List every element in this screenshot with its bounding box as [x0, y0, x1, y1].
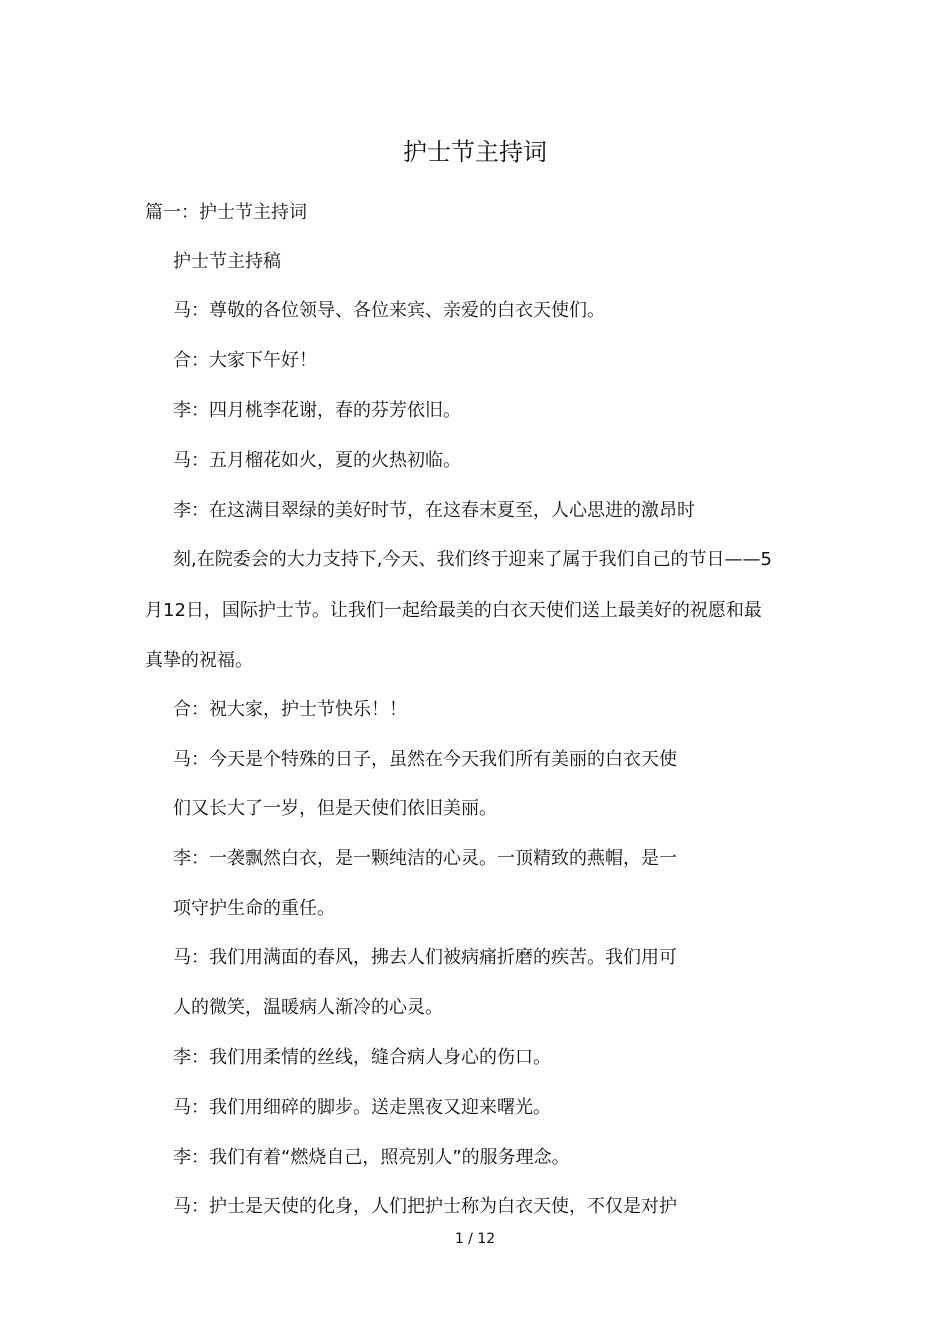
paragraph-line: 马：护士是天使的化身，人们把护士称为白衣天使，不仅是对护: [173, 1196, 677, 1217]
document-title: 护士节主持词: [403, 138, 547, 166]
section-heading: 篇一：护士节主持词: [145, 202, 307, 223]
paragraph-line: 护士节主持稿: [173, 251, 281, 272]
paragraph-line: 马：五月榴花如火，夏的火热初临。: [173, 450, 461, 471]
paragraph-line: 马：尊敬的各位领导、各位来宾、亲爱的白衣天使们。: [173, 300, 605, 321]
paragraph-line: 马：我们用细碎的脚步。送走黑夜又迎来曙光。: [173, 1097, 551, 1118]
paragraph-line: 李：四月桃李花谢，春的芬芳依旧。: [173, 400, 461, 421]
page-number: 1 / 12: [454, 1231, 496, 1247]
paragraph-line: 李：在这满目翠绿的美好时节，在这春末夏至，人心思进的激昂时: [173, 500, 695, 521]
paragraph-line: 李：一袭飘然白衣，是一颗纯洁的心灵。一顶精致的燕帽，是一: [173, 848, 677, 869]
paragraph-line: 真挚的祝福。: [145, 650, 253, 671]
paragraph-line: 月12日，国际护士节。让我们一起给最美的白衣天使们送上最美好的祝愿和最: [145, 600, 762, 621]
paragraph-line: 合：祝大家，护士节快乐！！: [173, 699, 407, 720]
paragraph-line: 们又长大了一岁，但是天使们依旧美丽。: [173, 798, 497, 819]
paragraph-line: 马：今天是个特殊的日子，虽然在今天我们所有美丽的白衣天使: [173, 749, 677, 770]
paragraph-line: 马：我们用满面的春风，拂去人们被病痛折磨的疾苦。我们用可: [173, 947, 677, 968]
paragraph-line: 刻,在院委会的大力支持下,今天、我们终于迎来了属于我们自己的节日——5: [173, 549, 772, 570]
paragraph-line: 李：我们用柔情的丝线，缝合病人身心的伤口。: [173, 1047, 551, 1068]
paragraph-line: 项守护生命的重任。: [173, 898, 335, 919]
paragraph-line: 合：大家下午好！: [173, 350, 317, 371]
paragraph-line: 人的微笑，温暖病人渐冷的心灵。: [173, 997, 443, 1018]
paragraph-line: 李：我们有着“燃烧自己，照亮别人”的服务理念。: [173, 1147, 570, 1168]
